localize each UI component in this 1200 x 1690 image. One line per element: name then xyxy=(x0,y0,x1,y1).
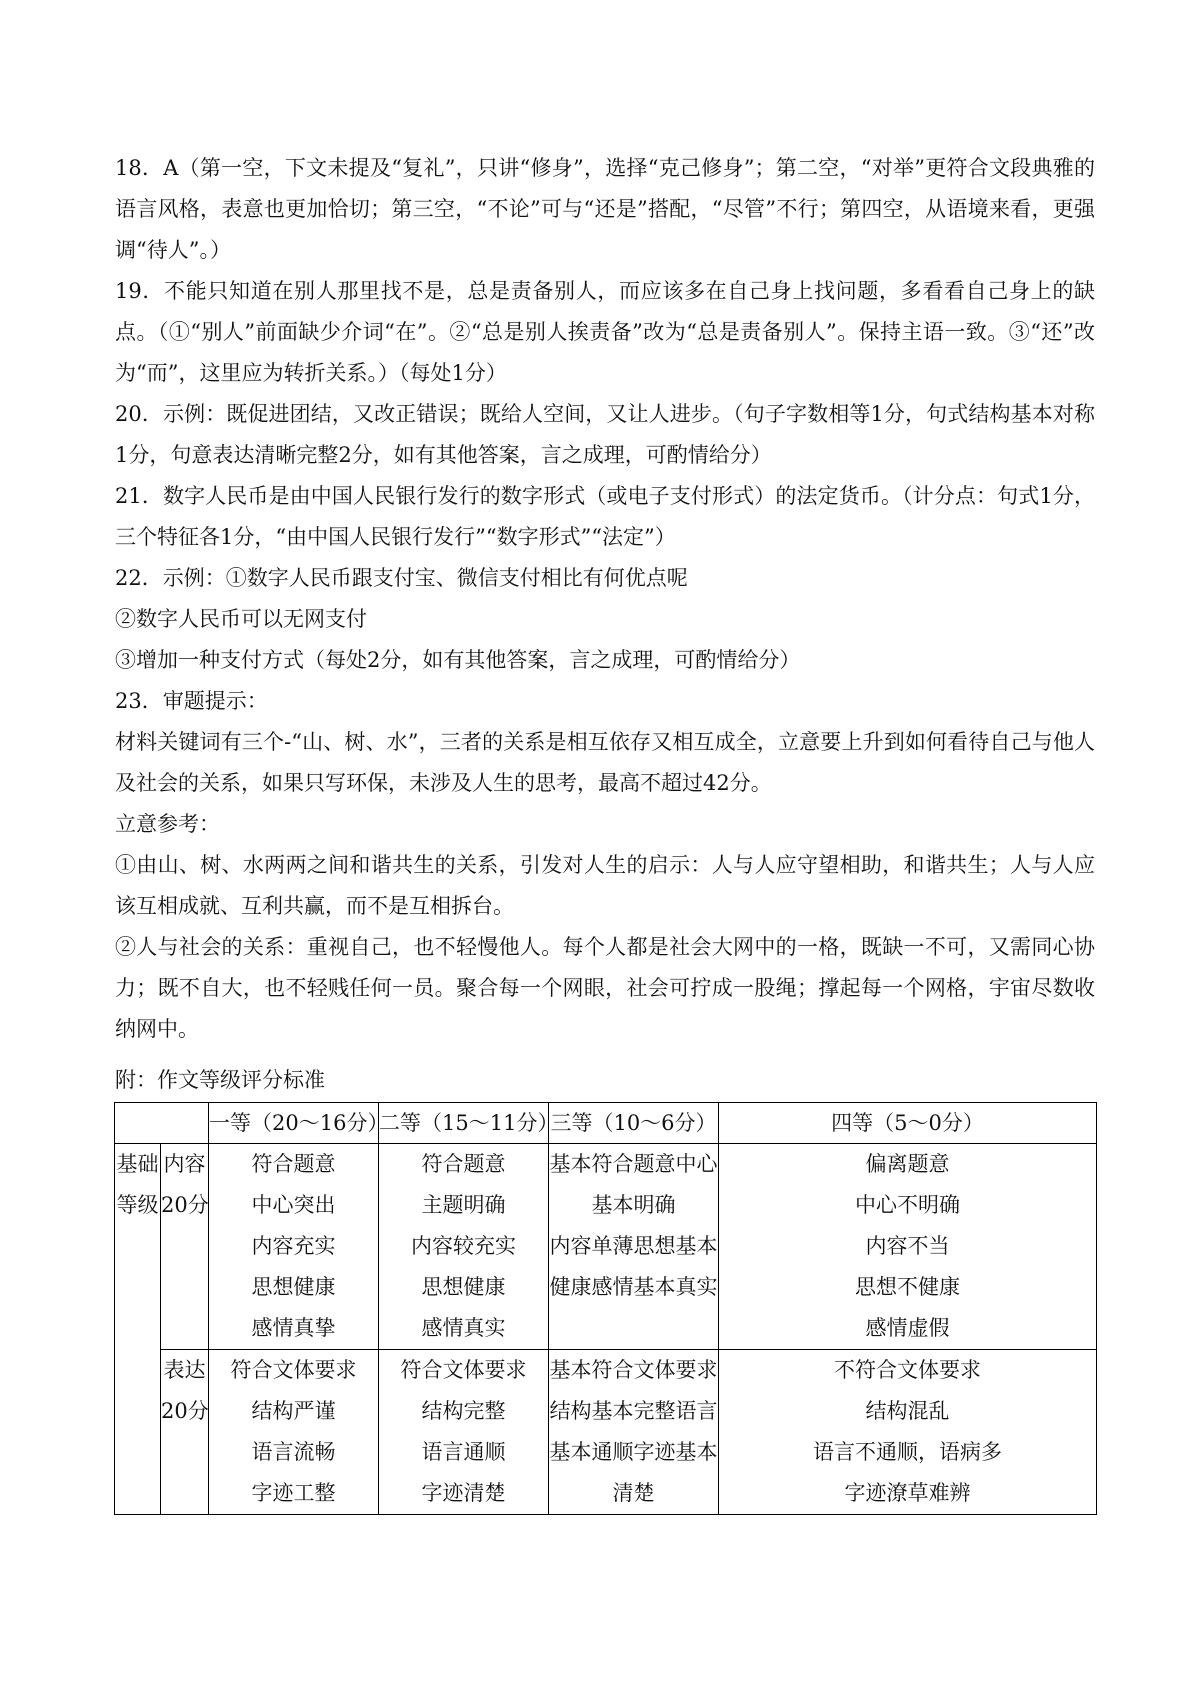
criterion: 字迹工整 xyxy=(251,1481,336,1505)
criterion: 健康感情基本真实 xyxy=(549,1275,718,1299)
header-grade-4: 四等（5～0分） xyxy=(719,1103,1097,1144)
expression-grade-3-cell xyxy=(549,1350,719,1515)
expression-grade-4-cell xyxy=(719,1350,1097,1515)
criterion: 思想不健康 xyxy=(855,1275,960,1299)
criterion: 感情虚假 xyxy=(865,1316,950,1340)
criterion: 基本符合文体要求 xyxy=(549,1358,718,1382)
table-row-expression xyxy=(115,1350,1097,1515)
criterion: 主题明确 xyxy=(421,1193,506,1217)
content-grade-3-cell xyxy=(549,1144,719,1350)
criterion: 中心不明确 xyxy=(855,1193,960,1217)
group-label: 等级 xyxy=(116,1193,159,1217)
answer-22: 22．示例：①数字人民币跟支付宝、微信支付相比有何优点呢 xyxy=(115,566,688,590)
category-score: 20分 xyxy=(161,1193,209,1217)
header-grade-3: 三等（10～6分） xyxy=(549,1103,719,1144)
category-label: 表达 xyxy=(163,1358,206,1382)
category-expression-cell xyxy=(161,1350,209,1515)
table-header-row xyxy=(115,1103,1097,1144)
criterion: 结构混乱 xyxy=(865,1399,950,1423)
criterion: 符合题意 xyxy=(421,1152,506,1176)
criterion: 中心突出 xyxy=(251,1193,336,1217)
expression-grade-2-cell xyxy=(379,1350,549,1515)
answer-19: 19．不能只知道在别人那里找不是，总是责备别人，而应该多在自己身上找问题，多看看自己身上的缺点。（①“别人”前面缺少介词“在”。②“总是别人挨责备”改为“总是责备别人”。保持主语一致。③“还”改为“而”，这里应为转折关系。）（每处1分） xyxy=(115,279,1095,385)
answer-23-material: 材料关键词有三个-“山、树、水”，三者的关系是相互依存又相互成全，立意要上升到如何看待自己与他人及社会的关系，如果只写环保，未涉及人生的思考，最高不超过42分。 xyxy=(115,730,1095,795)
criterion: 基本明确 xyxy=(591,1193,676,1217)
criterion: 符合文体要求 xyxy=(400,1358,527,1382)
criterion: 感情真实 xyxy=(421,1316,506,1340)
criterion: 不符合文体要求 xyxy=(834,1358,981,1382)
header-grade-1: 一等（20～16分） xyxy=(209,1103,379,1144)
criterion: 语言流畅 xyxy=(251,1440,336,1464)
answer-23-reference-1: ①由山、树、水两两之间和谐共生的关系，引发对人生的启示：人与人应守望相助，和谐共生；人与人应该互相成就、互利共赢，而不是互相拆台。 xyxy=(115,853,1095,918)
answer-18: 18．A（第一空，下文未提及“复礼”，只讲“修身”，选择“克己修身”；第二空，“对举”更符合文段典雅的语言风格，表意也更加恰切；第三空，“不论”可与“还是”搭配，“尽管”不行；第四空，从语境来看，更强调“待人”。） xyxy=(115,156,1095,262)
criterion: 字迹清楚 xyxy=(421,1481,506,1505)
criterion: 语言不通顺，语病多 xyxy=(813,1440,1002,1464)
criterion: 内容较充实 xyxy=(411,1234,516,1258)
criterion: 思想健康 xyxy=(251,1275,336,1299)
appendix-title: 附：作文等级评分标准 xyxy=(115,1068,325,1092)
answer-22-item-3: ③增加一种支付方式（每处2分，如有其他答案，言之成理，可酌情给分） xyxy=(115,648,801,672)
answer-21: 21．数字人民币是由中国人民银行发行的数字形式（或电子支付形式）的法定货币。（计分点：句式1分，三个特征各1分，“由中国人民银行发行”“数字形式”“法定”） xyxy=(115,484,1095,549)
table-row-content xyxy=(115,1144,1097,1350)
criterion: 内容充实 xyxy=(251,1234,336,1258)
criterion: 清楚 xyxy=(612,1481,655,1505)
category-content-cell xyxy=(161,1144,209,1350)
category-score: 20分 xyxy=(161,1399,209,1423)
table-corner-cell xyxy=(115,1103,209,1144)
answer-23-title: 23．审题提示： xyxy=(115,689,268,713)
criterion: 字迹潦草难辨 xyxy=(844,1481,971,1505)
header-grade-2: 二等（15～11分） xyxy=(379,1103,549,1144)
answer-20: 20．示例：既促进团结，又改正错误；既给人空间，又让人进步。（句子字数相等1分，句式结构基本对称1分，句意表达清晰完整2分，如有其他答案，言之成理，可酌情给分） xyxy=(115,402,1095,467)
criterion: 基本符合题意中心 xyxy=(549,1152,718,1176)
criterion: 基本通顺字迹基本 xyxy=(549,1440,718,1464)
criterion: 结构严谨 xyxy=(251,1399,336,1423)
criterion: 感情真挚 xyxy=(251,1316,336,1340)
criterion: 结构基本完整语言 xyxy=(549,1399,718,1423)
category-label: 内容 xyxy=(163,1152,206,1176)
criterion: 符合文体要求 xyxy=(230,1358,357,1382)
group-label: 基础 xyxy=(116,1152,159,1176)
content-grade-1-cell xyxy=(209,1144,379,1350)
answer-text xyxy=(115,148,1095,1050)
answer-22-item-2: ②数字人民币可以无网支付 xyxy=(115,607,367,631)
content-grade-4-cell xyxy=(719,1144,1097,1350)
grading-table xyxy=(114,1102,1097,1515)
answer-23-reference-title: 立意参考： xyxy=(115,812,220,836)
criterion: 内容单薄思想基本 xyxy=(549,1234,718,1258)
criterion: 思想健康 xyxy=(421,1275,506,1299)
criterion: 偏离题意 xyxy=(865,1152,950,1176)
criterion: 语言通顺 xyxy=(421,1440,506,1464)
criterion: 结构完整 xyxy=(421,1399,506,1423)
criterion: 内容不当 xyxy=(865,1234,950,1258)
criterion: 符合题意 xyxy=(251,1152,336,1176)
group-label-cell xyxy=(115,1144,161,1515)
content-grade-2-cell xyxy=(379,1144,549,1350)
answer-23-reference-2: ②人与社会的关系：重视自己，也不轻慢他人。每个人都是社会大网中的一格，既缺一不可，又需同心协力；既不自大，也不轻贱任何一员。聚合每一个网眼，社会可拧成一股绳；撑起每一个网格，宇宙尽数收纳网中。 xyxy=(115,935,1095,1041)
expression-grade-1-cell xyxy=(209,1350,379,1515)
